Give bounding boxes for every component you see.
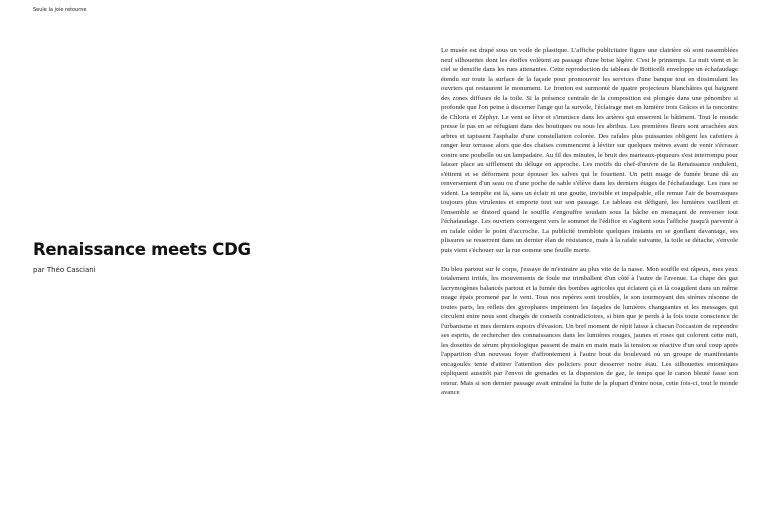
title-block [33, 240, 373, 274]
body-text-column [441, 46, 738, 516]
running-head: Seule la joie retourne [33, 7, 87, 13]
byline: par Théo Casciani [33, 266, 96, 274]
body-paragraph: Du bleu partout sur le corps, j'essaye de m'extraire au plus vite de la nasse. Mon souffle est râpeux, mes yeux totalement irrités, les mouvements de foule me trimballent d'un côté à l'autre de l'avenue. La chape des gaz lacrymogènes balancés partout et la fumée des bombes agricoles qui éclatent çà et là coagulent dans un même nuage épais promené par le vent. Tous nos repères sont troublés, le son tourmoyant des sirènes résonne de toutes parts, les reflets des gyrophares impriment les façades de lumières changeantes et les messages qui circulent entre nous sont chargés de conseils contradictoires, si bien que je perds à la fois toute conscience de l'urbanisme et mes derniers espoirs d'évasion. Un bref moment de répit laisse à chacun l'occasion de reprendre ses esprits, de rechercher des connaissances dans les lumières rouges, jaunes et roses qui colorent cette nuit, les dosettes de sérum physiologique passent de main en main mais la tension se réactive d'un seul coup après l'apparition d'un nouveau foyer d'affrontement à l'autre bout du boulevard où un groupe de manifestants encagoulés tente d'attirer l'attention des policiers pour desserrer notre étau. Les silhouettes entomiques répliquent aussitôt par l'envoi de grenades et la dispersion de gaz, le temps que le canon bleuté fasse son retour. Mais si son dernier passage avait entraîné la fuite de la plupart d'entre nous, cette fois-ci, tout le monde avance [441, 265, 738, 396]
article-title: Renaissance meets CDG [33, 240, 251, 259]
body-paragraph: Le musée est drapé sous un voile de plastique. L'affiche publicitaire figure une clairière où sont rassemblées neuf silhouettes dont les étoffes volètent au passage d'une brise légère. C'est le printemps. La nuit vient et le ciel se densifie dans les rues attenantes. Cette reproduction du tableau de Botticelli enveloppe un échafaudage étendu sur toute la surface de la façade pour promouvoir les services d'une banque tout en dissimulant les ouvriers qui restaurent le monument. Le fronton est surmonté de quatre projecteurs blanchâtres qui baignent des zones diffuses de la toile. Si la présence centrale de la composition est plongée dans une pénombre si profonde que l'on peine à discerner l'ange qui la survole, l'éclairage met en lumière trois Grâces et la rencontre de Chloris et Zéphyr. Le vent se lève et s'immisce dans les artères qui enserrent le bâtiment. Tout le monde presse le pas en se réfugiant dans des boutiques ou sous les abribus. Les premières fleurs sont arrachées aux arbres et tapissent l'asphalte d'une constellation colorée. Des rafales plus puissantes obligent les cafetiers à ranger leur terrasse alors que des chaises commencent à léviter sur quelques mètres avant de venir s'écraser contre une poubelle ou un lampadaire. Au fil des minutes, le bruit des marteaux-piqueurs s'est interrompu pour laisser place au sifflement du déluge en approche. Les motifs du chef-d'œuvre de la Renaissance ondulent, s'étirent et se déforment pour épouser les salves qui le fouettent. Un petit nuage de fumée brune dû au renversement d'un seau ou d'une poche de sable s'élève dans les derniers étages de l'échafaudage. Les rues se vident. La tempête est là, sans un éclair ni une goutte, invisible et impalpable, elle remue l'air de bourrasques toujours plus virulentes et emporte tout sur son passage. Le tableau est défiguré, les lumières vacillent et l'ensemble se distord quand le souffle s'engouffre soudain sous la bâche en menaçant de renverser tout l'échafaudage. Les ouvriers convergent vers le sommet de l'édifice et s'agitent sous l'affiche jusqu'à parvenir à en rafale céder le point d'accroche. La publicité tremblote quelques instants en se gonflant davantage, ses plissures se resserrent dans un dernier élan de résistance, mais à la rafale suivante, la toile se détache, s'envole puis vient s'échouer sur la rue comme une feuille morte. [441, 47, 738, 254]
